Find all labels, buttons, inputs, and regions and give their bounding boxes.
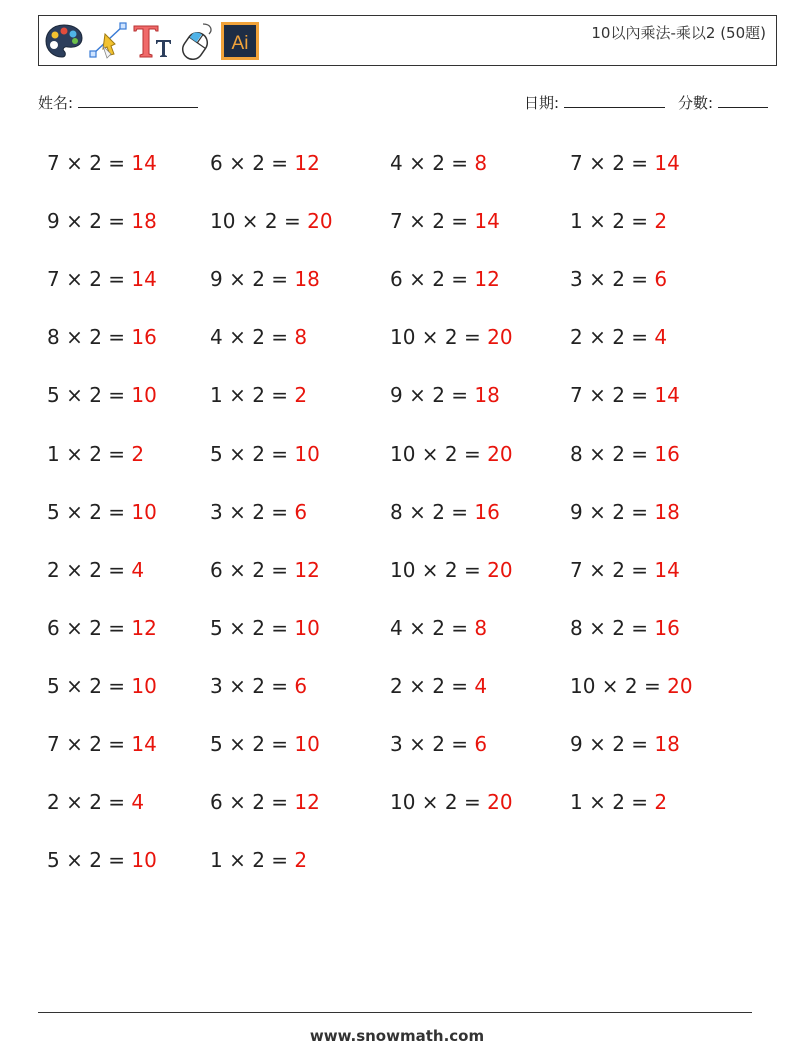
problem-answer: 18: [654, 732, 680, 756]
problem-item: [570, 209, 667, 233]
problem-answer: 12: [294, 790, 320, 815]
date-line: [564, 93, 665, 108]
name-line: [78, 93, 198, 108]
problem-item: [210, 674, 307, 698]
problem-answer: 16: [474, 499, 500, 524]
palette-icon: [43, 20, 85, 62]
date-label: 日期:: [524, 94, 560, 112]
mouse-icon: [175, 20, 217, 62]
problem-item: [570, 442, 680, 466]
problem-answer: 12: [474, 267, 500, 292]
problem-answer: 6: [294, 499, 308, 524]
problem-answer: 18: [654, 499, 680, 524]
problem-item: [47, 674, 157, 698]
problem-question: 5 × 2 =: [47, 673, 132, 698]
problem-question: 3 × 2 =: [570, 267, 655, 292]
problem-question: 10 × 2 =: [390, 557, 488, 582]
problem-item: [570, 267, 667, 291]
ai-icon-text: Ai: [231, 33, 249, 54]
problem-question: 8 × 2 =: [47, 325, 132, 350]
problem-item: [570, 790, 667, 814]
problem-answer: 14: [654, 557, 680, 582]
problem-item: [570, 500, 680, 524]
problem-item: [390, 558, 513, 582]
worksheet-title: 10以內乘法-乘以2 (50題): [591, 24, 766, 42]
problem-item: [47, 151, 157, 175]
problem-answer: 12: [294, 557, 320, 582]
problem-question: 4 × 2 =: [390, 615, 475, 640]
problem-question: 1 × 2 =: [47, 441, 132, 466]
problem-item: [47, 848, 157, 872]
footer-divider: [38, 1012, 752, 1013]
problem-question: 5 × 2 =: [47, 499, 132, 524]
problem-answer: 20: [487, 557, 513, 582]
problem-answer: 10: [294, 441, 320, 466]
problem-item: [390, 790, 513, 814]
problem-item: [210, 442, 320, 466]
problem-answer: 6: [474, 732, 488, 756]
problem-item: [210, 267, 320, 291]
problem-question: 1 × 2 =: [210, 383, 295, 408]
problem-item: [390, 616, 487, 640]
problem-item: [390, 500, 500, 524]
problem-item: [210, 325, 307, 349]
problem-question: 3 × 2 =: [390, 732, 475, 756]
problem-question: 1 × 2 =: [210, 848, 295, 873]
problem-question: 3 × 2 =: [210, 673, 295, 698]
problem-answer: 16: [654, 615, 680, 640]
problem-item: [570, 616, 680, 640]
problem-answer: 2: [294, 383, 308, 408]
problem-item: [47, 383, 157, 407]
problem-answer: 20: [487, 790, 513, 815]
problem-question: 7 × 2 =: [47, 732, 132, 756]
problem-question: 7 × 2 =: [390, 209, 475, 234]
problem-question: 9 × 2 =: [210, 267, 295, 292]
problem-question: 2 × 2 =: [390, 673, 475, 698]
problem-question: 10 × 2 =: [390, 441, 488, 466]
illustrator-ai-icon: [219, 20, 261, 62]
problem-answer: 10: [131, 673, 157, 698]
problem-question: 9 × 2 =: [390, 383, 475, 408]
problem-item: [47, 267, 157, 291]
problem-question: 7 × 2 =: [570, 151, 655, 175]
problem-item: [570, 325, 667, 349]
problem-question: 8 × 2 =: [570, 441, 655, 466]
problem-question: 6 × 2 =: [47, 615, 132, 640]
problem-question: 8 × 2 =: [390, 499, 475, 524]
problem-item: [570, 674, 693, 698]
problem-item: [390, 674, 487, 698]
problem-answer: 8: [294, 325, 308, 350]
problem-question: 3 × 2 =: [210, 499, 295, 524]
score-line: [718, 93, 768, 108]
problem-question: 10 × 2 =: [390, 325, 488, 350]
problem-item: [210, 209, 333, 233]
problem-answer: 16: [131, 325, 157, 350]
problem-question: 2 × 2 =: [47, 790, 132, 815]
problem-answer: 12: [131, 615, 157, 640]
problem-answer: 20: [487, 441, 513, 466]
problem-item: [570, 558, 680, 582]
problem-question: 9 × 2 =: [570, 732, 655, 756]
problem-item: [570, 732, 680, 756]
problem-answer: 10: [294, 732, 320, 756]
problem-question: 2 × 2 =: [47, 557, 132, 582]
problem-question: 5 × 2 =: [210, 732, 295, 756]
problem-item: [210, 383, 307, 407]
problem-item: [390, 383, 500, 407]
header-icons: [43, 20, 261, 62]
problem-answer: 14: [654, 151, 680, 175]
problem-answer: 8: [474, 151, 488, 175]
problem-answer: 18: [131, 209, 157, 234]
problem-item: [390, 732, 487, 756]
date-field: [524, 92, 665, 113]
problem-question: 5 × 2 =: [210, 441, 295, 466]
problem-answer: 4: [654, 325, 668, 350]
problem-question: 9 × 2 =: [570, 499, 655, 524]
footer-url: www.snowmath.com: [309, 1027, 485, 1045]
problem-question: 10 × 2 =: [570, 673, 668, 698]
problem-answer: 14: [654, 383, 680, 408]
problem-item: [210, 616, 320, 640]
problem-answer: 18: [294, 267, 320, 292]
problem-question: 7 × 2 =: [570, 383, 655, 408]
problem-item: [210, 558, 320, 582]
problem-item: [390, 267, 500, 291]
header-box: [38, 15, 777, 66]
problem-item: [210, 848, 307, 872]
problem-answer: 4: [131, 557, 145, 582]
problem-question: 9 × 2 =: [47, 209, 132, 234]
problem-question: 8 × 2 =: [570, 615, 655, 640]
problem-question: 1 × 2 =: [570, 790, 655, 815]
problem-question: 7 × 2 =: [570, 557, 655, 582]
problem-question: 6 × 2 =: [210, 557, 295, 582]
problem-answer: 20: [307, 209, 333, 234]
problem-item: [390, 442, 513, 466]
problem-answer: 6: [294, 673, 308, 698]
problem-question: 2 × 2 =: [570, 325, 655, 350]
score-field: [678, 92, 768, 113]
name-label: 姓名:: [38, 94, 74, 112]
problem-answer: 8: [474, 615, 488, 640]
problem-item: [570, 383, 680, 407]
problem-answer: 10: [131, 499, 157, 524]
problem-answer: 10: [131, 383, 157, 408]
score-label: 分數:: [678, 94, 714, 112]
problem-item: [47, 209, 157, 233]
problem-answer: 2: [294, 848, 308, 873]
problem-question: 5 × 2 =: [47, 383, 132, 408]
problem-question: 5 × 2 =: [47, 848, 132, 873]
problem-question: 7 × 2 =: [47, 151, 132, 175]
problem-item: [210, 151, 320, 175]
problem-question: 5 × 2 =: [210, 615, 295, 640]
problem-answer: 14: [131, 732, 157, 756]
problem-answer: 2: [131, 441, 145, 466]
problem-question: 1 × 2 =: [570, 209, 655, 234]
problem-answer: 4: [131, 790, 145, 815]
problem-item: [390, 151, 487, 175]
problem-answer: 20: [667, 673, 693, 698]
problem-item: [210, 500, 307, 524]
problem-question: 10 × 2 =: [210, 209, 308, 234]
name-field: [38, 92, 198, 113]
problem-question: 6 × 2 =: [210, 151, 295, 175]
problem-question: 6 × 2 =: [390, 267, 475, 292]
problem-question: 4 × 2 =: [210, 325, 295, 350]
problem-answer: 20: [487, 325, 513, 350]
problem-answer: 10: [294, 615, 320, 640]
problem-answer: 4: [474, 673, 488, 698]
problem-question: 7 × 2 =: [47, 267, 132, 292]
problem-item: [47, 500, 157, 524]
problem-item: [570, 151, 680, 175]
problem-item: [47, 442, 144, 466]
problem-item: [47, 325, 157, 349]
problem-answer: 10: [131, 848, 157, 873]
problem-answer: 18: [474, 383, 500, 408]
problem-answer: 6: [654, 267, 668, 292]
problem-item: [390, 325, 513, 349]
problem-item: [210, 790, 320, 814]
problem-item: [210, 732, 320, 756]
problem-answer: 14: [131, 151, 157, 175]
problem-answer: 14: [474, 209, 500, 234]
problem-question: 4 × 2 =: [390, 151, 475, 175]
pen-tool-icon: [87, 20, 129, 62]
text-size-icon: [131, 20, 173, 62]
problem-item: [47, 558, 144, 582]
problem-item: [47, 616, 157, 640]
problem-item: [390, 209, 500, 233]
problem-question: 10 × 2 =: [390, 790, 488, 815]
problem-question: 6 × 2 =: [210, 790, 295, 815]
problem-answer: 12: [294, 151, 320, 175]
problem-item: [47, 790, 144, 814]
problem-answer: 2: [654, 790, 668, 815]
problem-answer: 2: [654, 209, 668, 234]
problem-answer: 16: [654, 441, 680, 466]
problem-item: [47, 732, 157, 756]
problem-answer: 14: [131, 267, 157, 292]
